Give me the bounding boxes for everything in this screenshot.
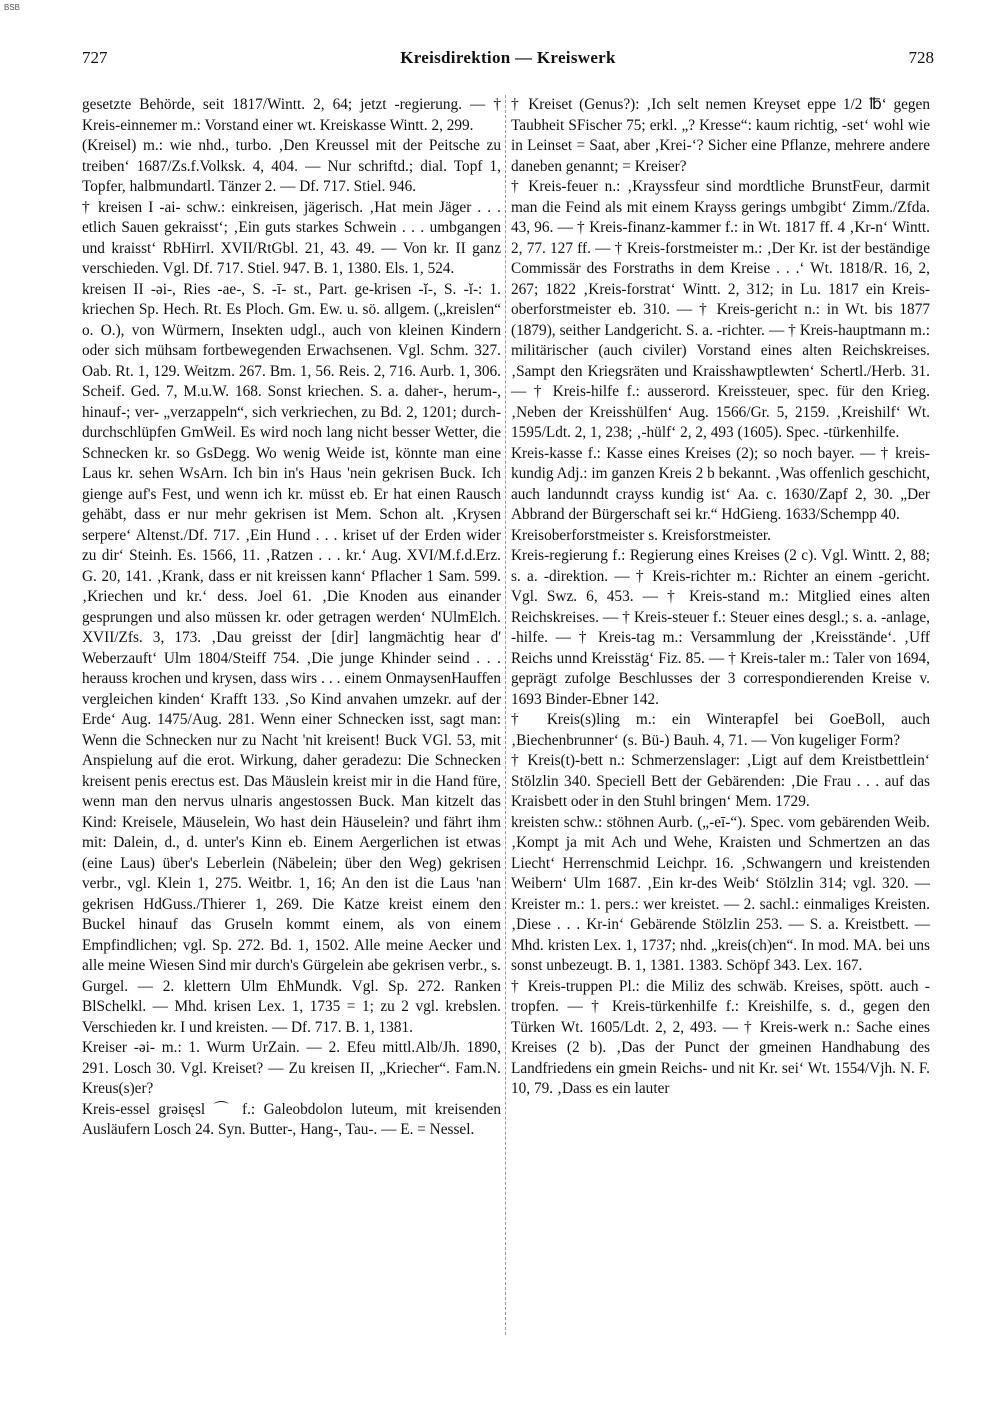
entry-kreis-kasse: Kreis-kasse f.: Kasse eines Kreises (2); so noch bayer. — † kreis-kundig Adj.: im ganzen Kreis 2 b bekannt. ‚Was offenlich geschicht, auch landunndt crayss kundig ist‘ Aa. c. 1630/Zapf 2, 30. „Der Abbrand der Bürgerschaft sei kr.“ HdGieng. 1633/Schempp 40. — [511, 444, 930, 523]
entry-kreisen-1: † kreisen I -ai- schw.: einkreisen, jägerisch. ‚Hat mein Jäger . . . etlich Sauen gekraisst‘; ‚Ein guts starkes Schwein . . . umbgangen und kraisst‘ RbHirrl. XVII/RtGbl. 21, 43. 49. — Von kr. II ganz verschieden. Vgl. Df. 717. Stiel. 947. B. 1, 1380. Els. 1, 524. — [82, 198, 501, 277]
entry-kreis-regierung: Kreis-regierung f.: Regierung eines Kreises (2 c). Vgl. Wintt. 2, 88; s. a. -direktion. — † Kreis-richter m.: Richter an einem -gericht. Vgl. Swz. 6, 453. — † Kreis-stand m.: Mitglied eines alten Reichskreises. — † Kreis-steuer f.: Steuer eines desgl.; s. a. -anlage, -hilfe. — † Kreis-tag m.: Versammlung der ‚Kreisstände‘. ‚Uff Reichs unnd Kreisstäg‘ Fiz. 85. — † Kreis-taler m.: Taler von 1694, geprägt zufolge Beschlusses der 3 correspondierenden Kreise v. 1693 Binder-Ebner 142. — [511, 547, 930, 708]
entry-kreisen-2: kreisen II -əi-, Ries -ae-, S. -ī- st., Part. ge-krisen -ĭ-, S. -ĭ-: 1. kriechen Sp. Hech. Rt. Es Ploch. Gm. Ew. u. sö. allgem. („kreislen“ o. O.), von Würmern, Insekten udgl., auch von kleinen Kindern oder sich mühsam fortbewegenden Erwachsenen. Vgl. Schm. 327. Oab. Rt. 1, 129. Weitzm. 267. Bm. 1, 56. Reis. 2, 716. Aurb. 1, 306. Scheif. Ged. 7, M.u.W. 168. Sonst kriechen. S. a. daher-, herum-, hinauf-; ver- „verzappeln“, sich verkriechen, zu Bd. 2, 1201; durch- durchschlüpfen GmWeil. Es wird noch lang nicht besser Wetter, die Schnecken kr. so GsDegg. Wo wenig Weide ist, könnte man eine Laus kr. sehen WsArn. Ich bin in's Haus 'nein gekrisen Buck. Ich gienge auf's Fest, und wenn ich kr. müsst eb. Er hat einen Rausch gehäbt, dass er nur mehr gekrisen ist Mem. Schon alt. ‚Krysen serpere‘ Altenst./Df. 717. ‚Ein Hund . . . kriset uf der Erden wider zu dir‘ Steinh. Es. 1566, 11. ‚Ratzen . . . kr.‘ Aug. XVI/M.f.d.Erz. G. 20, 141. ‚Krank, dass er nit kreissen kann‘ Pflacher 1 Sam. 599. ‚Kriechen und kr.‘ dess. Joel 61. ‚Die Knoden aus einander gesprungen und also müssen kr. oder getragen werden‘ NUlmElch. XVII/Zfs. 3, 173. ‚Dau greisst der [dir] langmächtig hear d' Weberzauft‘ Ulm 1804/Steiff 754. ‚Die junge Khinder seind . . . herauss krochen und krysen, dass wirs . . . einem OnmaysenHauffen vergleichen kinden‘ Krafft 133. ‚So Kind anvahen umzekr. auf der Erde‘ Aug. 1475/Aug. 281. Wenn einer Schnecken isst, sagt man: Wenn die Schnecken nur zu Nacht 'nit kreisent! Buck VGl. 53, mit Anspielung auf die erot. Wirkung, daher geradezu: Die Schnecken kreisent penis erectus est. Das Mäuslein kreist mir in die Hand füre, wenn man den nervus ulnaris angestossen Buck. Man kitzelt das Kind: Kreisele, Mäuselein, Wo hast dein Häuselein? und fährt ihm mit: Dalein, d., d. unter's Kinn eb. Einem Aergerlichen ist etwas (eine Laus) über's Leberlein (Näbelein; über den Weg) gekrisen verbr., vgl. Klein 1, 275. Weitbr. 1, 16; An den ist die Laus 'nan gekrisen HdGuss./Thierer 1, 269. Die Katze kreist einem den Buckel hinauf das Gruseln kommt einem, als von einem Empfindlichen; vgl. Sp. 272. Bd. 1, 1502. Alle meine Aecker und alle meine Wiesen Sind mir durch's Gürgelein abe gekrisen verbr., s. Gurgel. — 2. klettern Ulm EhMundk. Vgl. Sp. 272. Ranken BlSchelkl. — Mhd. krisen Lex. 1, 1735 = 1; zu 2 vgl. krebslen. Verschieden kr. I und kreisten. — Df. 717. B. 1, 1381. — [82, 280, 501, 1036]
page-number-right: 728 — [908, 48, 934, 67]
entry-paragraph: gesetzte Behörde, seit 1817/Wintt. 2, 64; jetzt -regierung. — † Kreis-einnemer m.: Vorstand einer wt. Kreiskasse Wintt. 2, 299. — [82, 96, 501, 134]
entry-kreistbett: † Kreis(t)-bett n.: Schmerzenslager: ‚Ligt auf dem Kreistbettlein‘ Stölzlin 340. Speciell Bett der Gebärenden: ‚Die Frau . . . auf das Kraisbett oder in den Stuhl bringen‘ Mem. 1729. — [511, 752, 930, 810]
running-title: Kreisdirektion — Kreiswerk — [400, 48, 616, 67]
entry-kreisten: kreisten schw.: stöhnen Aurb. („-eī-“). Spec. vom gebärenden Weib. ‚Kompt ja mit Ach und Wehe, Kraisten und Schmertzen an das Liecht‘ Herrenschmid Leichpr. 16. ‚Schwangern und kreistenden Weibern‘ Ulm 1687. ‚Ein kr-des Weib‘ Stölzlin 314; vgl. 320. — Kreister m.: 1. pers.: wer kreistet. — 2. sachl.: einmaliges Kreisten. ‚Diese . . . Kr-in‘ Gebärende Stölzlin 253. — S. a. Kreistbett. — Mhd. kristen Lex. 1, 1737; nhd. „kreis(ch)en“. In mod. MA. bei uns sonst unbezeugt. B. 1, 1381. 1383. Schöpf 343. Lex. 167. — [511, 813, 930, 974]
entry-kreiset: † Kreiset (Genus?): ‚Ich selt nemen Kreyset eppe 1/2 ℔‘ gegen Taubheit SFischer 75; erkl. „? Kresse“: kaum richtig, -set‘ wohl wie in Leinset = Saat, aber ‚Krei-‘? Sicher eine Pflanze, mehrere andere daneben genannt; = Kreiser? — [511, 96, 930, 175]
entry-kreisoberforstmeister: Kreisoberforstmeister s. Kreisforstmeister. — [511, 526, 771, 544]
entry-kreis-essel: Kreis-essel grəisęsl ⌒ f.: Galeobdolon luteum, mit kreisenden Ausläufern Losch 24. Syn. Butter-, Hang-, Tau-. — E. = Nessel. — [82, 1100, 501, 1138]
entry-kreisel: (Kreisel) m.: wie nhd., turbo. ‚Den Kreussel mit der Peitsche zu treiben‘ 1687/Zs.f.Volksk. 4, 404. — Nur schriftd.; dial. Topf 1, Topfer, halbmundartl. Tänzer 2. — Df. 717. Stiel. 946. — [82, 137, 501, 195]
entry-kreiser: Kreiser -əi- m.: 1. Wurm UrZain. — 2. Efeu mittl.Alb/Jh. 1890, 291. Losch 30. Vgl. Kreiset? — Zu kreisen II, „Kriecher“. Fam.N. Kreus(s)er? — [82, 1039, 501, 1097]
left-column — [82, 95, 501, 1141]
right-column — [511, 95, 930, 1100]
page-header — [82, 48, 934, 72]
entry-kreis-truppen: † Kreis-truppen Pl.: die Miliz des schwäb. Kreises, spött. auch -tropfen. — † Kreis-türkenhilfe f.: Kreishilfe, s. d., gegen den Türken Wt. 1605/Ldt. 2, 2, 493. — † Kreis-werk n.: Sache eines Kreises (2 b). ‚Das der Punct der gmeinen Handhabung des Landfriedens ein gmein Reichs- und nit Kr. sei‘ Wt. 1554/Vjh. N. F. 10, 79. ‚Dass es ein lauter — [511, 977, 930, 1097]
entry-kreis-feuer: † Kreis-feuer n.: ‚Krayssfeur sind mordtliche BrunstFeur, darmit man die Feind als mit einem Krayss gerings umbgibt‘ Zimm./Zfda. 43, 96. — † Kreis-finanz-kammer f.: in Wt. 1817 ff. 4 ‚Kr-n‘ Wintt. 2, 77. 127 ff. — † Kreis-forstmeister m.: ‚Der Kr. ist der beständige Commissär des Forstraths in dem Kreise . . .‘ Wt. 1818/R. 16, 2, 267; 1822 ‚Kreis-forstrat‘ Wintt. 2, 312; in Lu. 1817 ein Kreis-oberforstmeister eb. 310. — † Kreis-gericht n.: in Wt. bis 1877 (1879), seither Landgericht. S. a. -richter. — † Kreis-hauptmann m.: militärischer (auch civiler) Vorstand eines alten Reichskreises. ‚Sampt den Kriegsräten und Kraisshawptlewten‘ Schertl./Herb. 31. — † Kreis-hilfe f.: ausserord. Kreissteuer, spec. für den Krieg. ‚Neben der Kreisshülfen‘ Aug. 1566/Gr. 5, 2159. ‚Kreishilf‘ Wt. 1595/Ldt. 2, 1, 238; ‚-hülf‘ 2, 2, 493 (1605). Spec. -türkenhilfe. — [511, 178, 930, 441]
page-number-left: 727 — [82, 48, 108, 67]
column-divider — [505, 95, 506, 1335]
library-mark: BSB — [4, 3, 21, 12]
entry-kreissling: † Kreis(s)ling m.: ein Winterapfel bei GoeBoll, auch ‚Biechenbrunner‘ (s. Bü-) Bauh. 4, 71. — Von kugeliger Form? — [511, 711, 930, 749]
